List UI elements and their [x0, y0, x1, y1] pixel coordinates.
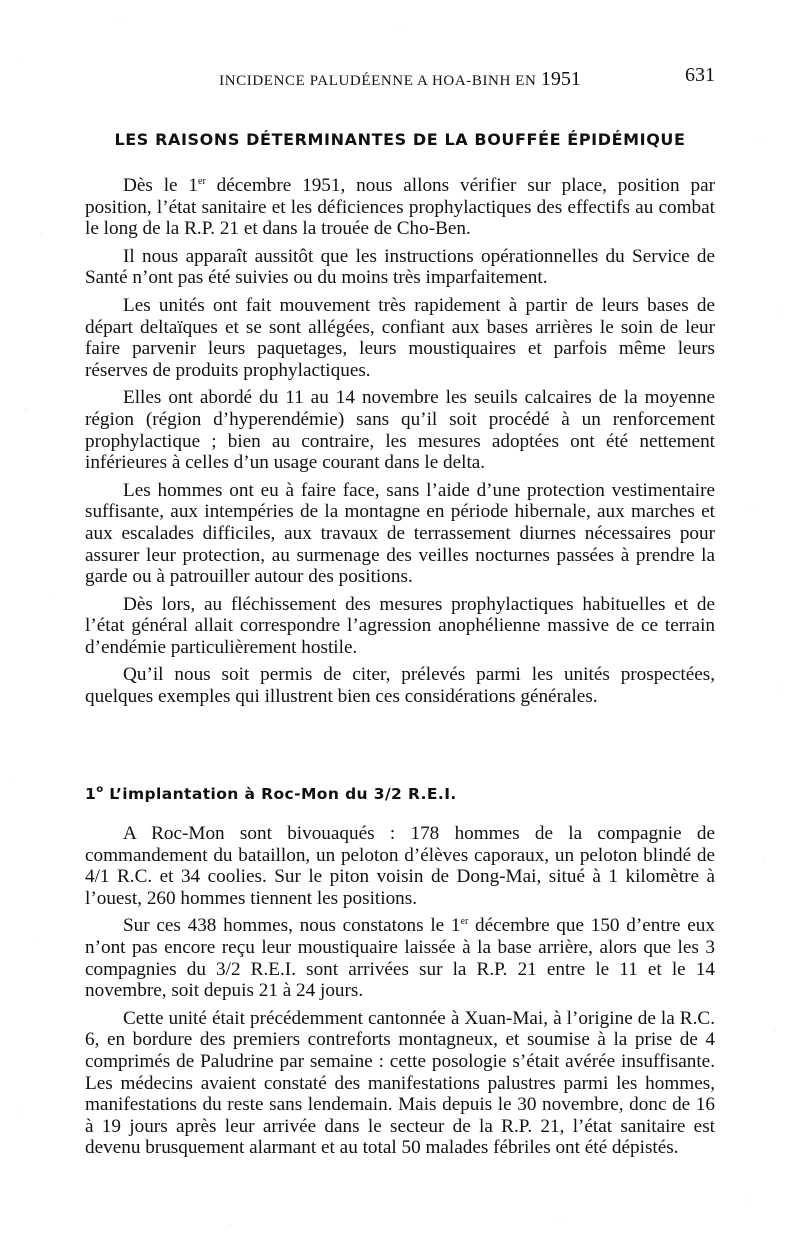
section-heading: LES RAISONS DÉTERMINANTES DE LA BOUFFÉE ÉPIDÉMIQUE [114, 130, 686, 149]
running-head [85, 64, 715, 90]
paragraph-6: Dès lors, au fléchissement des mesures prophylactiques habituelles et de l’état général allait correspondre l’agression anophélienne massive de ce terrain d’endémie particulièrement hostile. [85, 593, 715, 658]
paragraph-7: Qu’il nous soit permis de citer, prélevés parmi les unités prospectées, quelques exemples qui illustrent bien ces considérations générales. [85, 664, 715, 708]
running-head-title: INCIDENCE PALUDÉENNE A HOA-BINH EN 1951 [219, 68, 581, 90]
paragraph-3: Les unités ont fait mouvement très rapidement à partir de leurs bases de départ deltaïques et se sont allégées, confiant aux bases arrières le soin de leur faire parvenir leurs paquetages, leurs moustiquaires et parfois même leurs réserves de produits prophylactiques. [85, 294, 715, 381]
paragraph-10: Cette unité était précédemment cantonnée à Xuan-Mai, à l’origine de la R.C. 6, en bordure des premiers contreforts montagneux, et soumise à la prise de 4 comprimés de Paludrine par semaine : cette posologie s’était avérée insuffisante. Les médecins avaient constaté des manifestations palustres parmi les hommes, manifestations du reste sans lendemain. Mais depuis le 30 novembre, donc de 16 à 19 jours après leur arrivée dans le secteur de la R.P. 21, l’état sanitaire est devenu brusquement alarmant et au total 50 malades fébriles ont été dépistés. [85, 1007, 715, 1159]
paragraph-1: Dès le 1er décembre 1951, nous allons vérifier sur place, position par position, l’état sanitaire et les déficiences prophylactiques des effectifs au combat le long de la R.P. 21 et dans la trouée de Cho-Ben. [85, 175, 715, 240]
running-head-year: 1951 [540, 68, 581, 90]
paragraph-5: Les hommes ont eu à faire face, sans l’aide d’une protection vestimentaire suffisante, aux intempéries de la montagne en période hibernale, aux marches et aux escalades difficiles, aux travaux de terrassement diurnes nécessaires pour assurer leur protection, au surmenage des veilles nocturnes passées à prendre la garde ou à patrouiller autour des positions. [85, 479, 715, 588]
subsection-heading: 1$^o$ L’implantation à Roc-Mon du 3/2 R.E.I. [85, 784, 457, 803]
page-number: 631 [685, 64, 715, 86]
paragraph-8: A Roc-Mon sont bivouaqués : 178 hommes de la compagnie de commandement du bataillon, un peloton d’élèves caporaux, un peloton blindé de 4/1 R.C. et 34 coolies. Sur le piton voisin de Dong-Mai, situé à 1 kilomètre à l’ouest, 260 hommes tiennent les positions. [85, 823, 715, 909]
paragraph-4: Elles ont abordé du 11 au 14 novembre les seuils calcaires de la moyenne région (région d’hyperendémie) sans qu’il soit procédé à un renforcement prophylactique ; bien au contraire, les mesures adoptées ont été nettement inférieures à celles d’un usage courant dans le delta. [85, 387, 715, 474]
body-text-section-1 [85, 175, 715, 714]
body-text-section-2 [85, 823, 715, 1165]
paragraph-2: Il nous apparaît aussitôt que les instructions opérationnelles du Service de Santé n’ont pas été suivies ou du moins très imparfaitement. [85, 245, 715, 289]
paragraph-9: Sur ces 438 hommes, nous constatons le 1er décembre que 150 d’entre eux n’ont pas encore reçu leur moustiquaire laissée à la base arrière, alors que les 3 compagnies du 3/2 R.E.I. sont arrivées sur la R.P. 21 entre le 11 et le 14 novembre, soit depuis 21 à 24 jours. [85, 915, 715, 1002]
